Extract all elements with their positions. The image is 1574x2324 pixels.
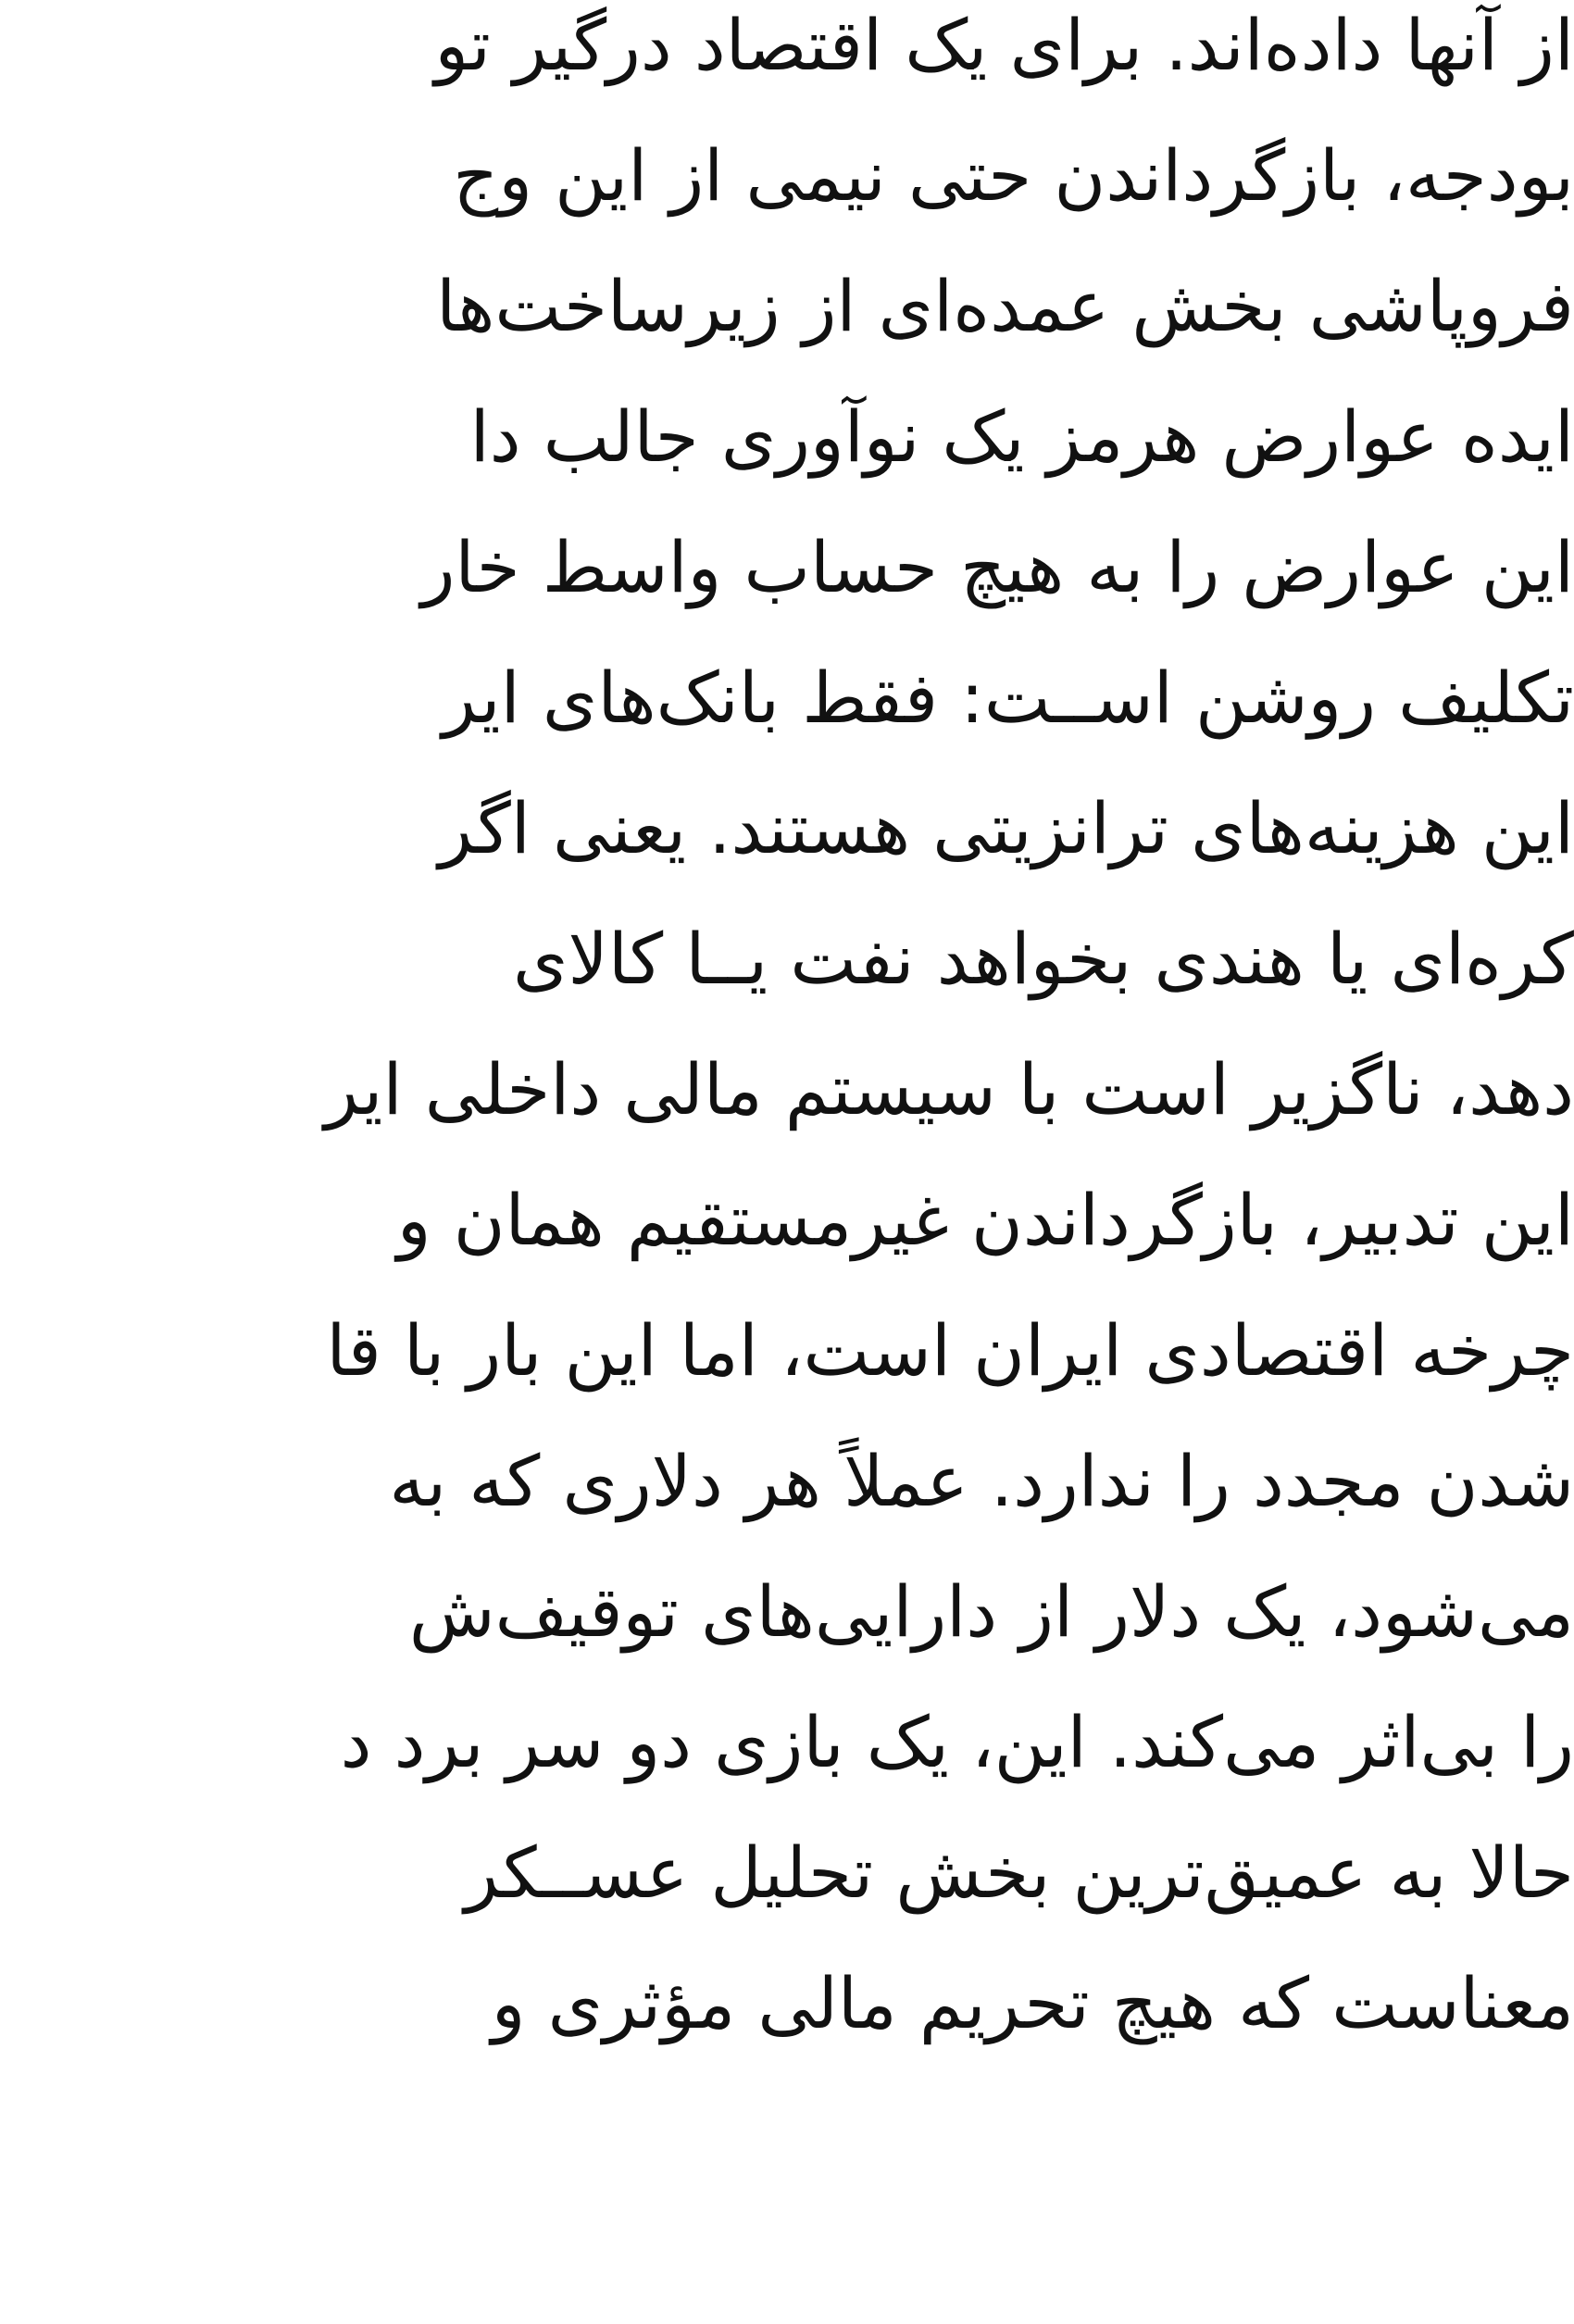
text-line-6: تکلیف روشن اســت: فقط بانک‌های ایر: [442, 656, 1574, 739]
text-line-8: کره‌ای یا هندی بخواهد نفت یــا کالای: [513, 918, 1574, 1000]
text-line-2: بودجه، بازگرداندن حتی نیمی از این وج: [453, 134, 1574, 217]
text-line-5: این عوارض را به هیچ حساب واسط خار: [420, 526, 1574, 608]
text-line-7: این هزینه‌های ترانزیتی هستند. یعنی اگر: [438, 787, 1574, 869]
text-line-10: این تدبیر، بازگرداندن غیرمستقیم همان و: [396, 1179, 1574, 1261]
text-line-11: چرخه اقتصادی ایران است، اما این بار با قا: [326, 1309, 1574, 1392]
text-line-13: می‌شود، یک دلار از دارایی‌های توقیف‌ش: [408, 1570, 1574, 1653]
text-line-15: حالا به عمیق‌ترین بخش تحلیل عســکر: [464, 1831, 1574, 1914]
text-line-14: را بی‌اثر می‌کند. این، یک بازی دو سر برد د: [340, 1701, 1574, 1783]
text-line-12: شدن مجدد را ندارد. عملاً هر دلاری که به: [389, 1440, 1574, 1522]
text-line-4: ایده عوارض هرمز یک نوآوری جالب دا: [469, 395, 1574, 478]
text-line-9: دهد، ناگزیر است با سیستم مالی داخلی ایر: [324, 1048, 1574, 1131]
text-line-16: معناست که هیچ تحریم مالی مؤثری و: [491, 1962, 1574, 2044]
text-line-3: فروپاشی بخش عمده‌ای از زیرساخت‌ها: [436, 265, 1574, 347]
text-line-1: از آنها داده‌اند. برای یک اقتصاد درگیر تو: [434, 4, 1574, 86]
